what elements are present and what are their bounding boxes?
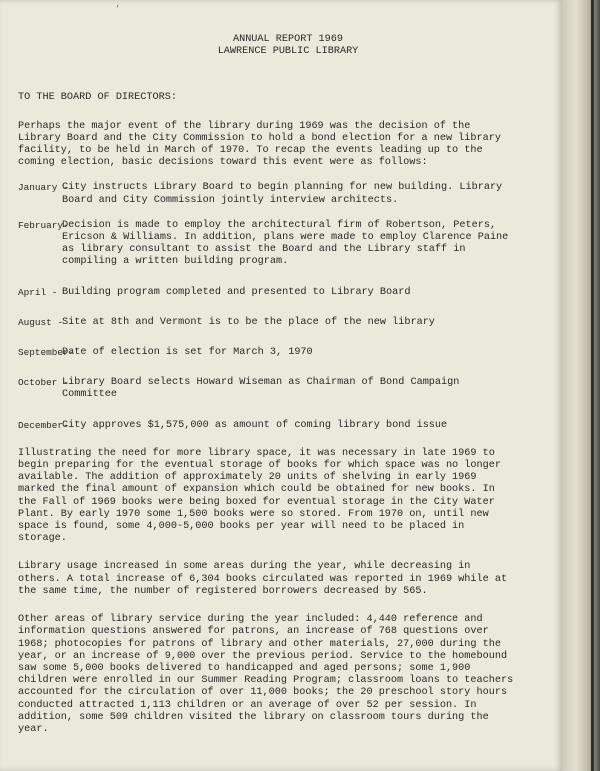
event-month: October -: [18, 377, 69, 389]
pen-mark-icon: ʿ: [110, 3, 123, 21]
event-row: [18, 377, 518, 401]
event-month: December-: [18, 419, 69, 431]
event-month: February-: [18, 219, 69, 231]
event-row: [18, 420, 518, 432]
event-text: Date of election is set for March 3, 1970: [62, 347, 313, 359]
event-text: Library Board selects Howard Wiseman as Chairman of Bond Campaign Committee: [62, 377, 460, 401]
event-month: April -: [18, 286, 58, 298]
services-paragraph: Other areas of library service during the year included: 4,440 reference and information questions answered for patrons, an increase of 768 questions over 1968; photocopies for patrons of library and other materials, 27,000 during the year, or an increase of 9,000 over the previous period. Service to the homebound saw some 5,000 books delivered to handicapped and aged persons; some 1,900 children were enrolled in our Summer Reading Program; classroom loans to teachers accounted for the circulation of over 11,000 books; the 20 preschool story hours conducted attracted 1,113 children or an average of over 52 per session. In addition, some 509 children visited the library on classroom tours during the year.: [18, 614, 514, 735]
greeting: TO THE BOARD OF DIRECTORS:: [18, 92, 177, 104]
event-text: Site at 8th and Vermont is to be the place of the new library: [62, 316, 435, 328]
event-row: [18, 317, 518, 329]
report-subtitle: LAWRENCE PUBLIC LIBRARY: [217, 46, 359, 58]
event-row: [18, 182, 518, 206]
event-row: [18, 287, 518, 299]
event-text: City approves $1,575,000 as amount of coming library bond issue: [62, 419, 448, 431]
intro-paragraph: Perhaps the major event of the library during 1969 was the decision of the Library Board and the City Commission to hold a bond election for a new library facility, to be held in March of 1970. To recap the events leading up to the coming election, basic decisions toward this event were as follows:: [18, 120, 501, 169]
event-text: Building program completed and presented to Library Board: [62, 286, 411, 298]
event-row: [18, 347, 518, 359]
event-month: January -: [18, 182, 69, 194]
storage-paragraph: Illustrating the need for more library space, it was necessary in late 1969 to begin preparing for the eventual storage of books for which space was no longer available. The addition of approximately 20 units of shelving in early 1969 marked the final amount of expansion which could be obtained for new books. In the Fall of 1969 books were being boxed for eventual storage in the City Water Plant. By early 1970 some 1,500 books were so stored. From 1970 on, until new space is found, some 4,000-5,000 books per year will need to be placed in storage.: [18, 447, 501, 545]
event-month: September-: [18, 347, 75, 359]
event-text: City instructs Library Board to begin planning for new building. Library Board and City Commission jointly interview architects.: [62, 182, 503, 206]
binder-edge: [562, 0, 600, 771]
usage-paragraph: Library usage increased in some areas during the year, while decreasing in others. A total increase of 6,304 books circulated was reported in 1969 while at the same time, the number of registered borrowers decreased by 565.: [18, 561, 508, 597]
binder-rail: [591, 0, 594, 771]
report-body: [18, 34, 518, 736]
event-row: [18, 220, 518, 269]
event-month: August -: [18, 316, 64, 328]
event-text: Decision is made to employ the architectural firm of Robertson, Peters, Ericson & Williams. In addition, plans were made to employ Clarence Paine as library consultant to assist the Board and the Library staff in compiling a written building program.: [62, 219, 509, 268]
report-title: ANNUAL REPORT 1969: [232, 34, 344, 45]
report-header: [58, 34, 518, 58]
